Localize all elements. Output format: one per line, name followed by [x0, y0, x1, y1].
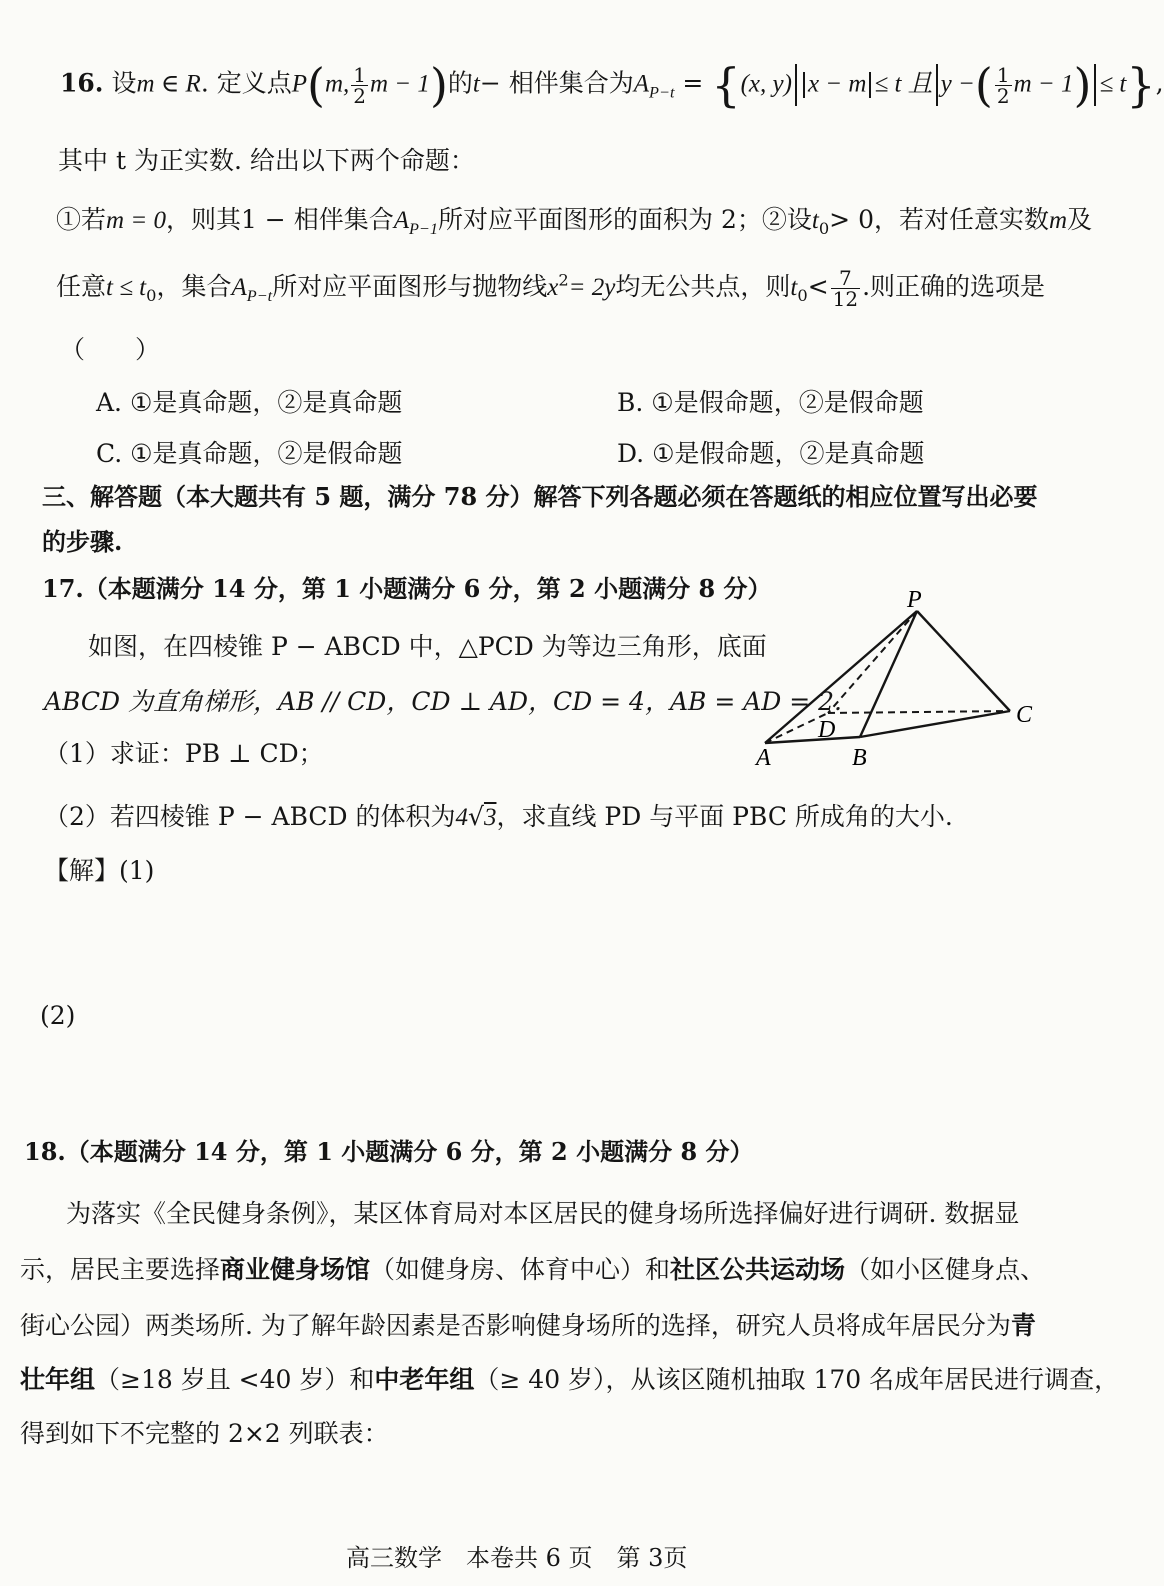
q18-line4-a: （≥18 岁且 <40 岁）和	[95, 1365, 375, 1394]
label-d: D	[818, 717, 836, 743]
q16-intro-c: 的	[447, 68, 473, 98]
q16-option-text: ①是假命题，②是假命题	[651, 388, 924, 417]
q18-line4-b: （≥ 40 岁），从该区随机抽取 170 名成年居民进行调查，	[474, 1365, 1120, 1394]
q17-part2-b: ，求直线 PD 与平面 PBC 所成角的大小.	[496, 802, 953, 831]
q16-brace-close: }	[1126, 58, 1156, 112]
q16-line4-eq: = 2y	[568, 274, 616, 301]
q16-line4-lt: <	[807, 272, 829, 301]
q16-t: t	[472, 70, 480, 98]
q16-line3-set: A	[393, 207, 409, 234]
q16-line3-e: 及	[1067, 205, 1093, 234]
edge-bc	[860, 711, 1010, 737]
q16-set-le-t-and: ≤ t 且	[874, 70, 933, 98]
q16-set-xy: (x, y)	[740, 70, 792, 98]
q17-solution: 【解】(1)	[44, 856, 155, 885]
q16-line2: 其中 t 为正实数. 给出以下两个命题：	[58, 146, 475, 175]
q16-line3-c: 所对应平面图形的面积为 2；②设	[438, 205, 812, 234]
q17-line2: ABCD 为直角梯形，AB // CD，CD ⊥ AD，CD = 4，AB = AD = 2.	[44, 687, 842, 716]
q16-set-frac-den: 2	[996, 83, 1010, 108]
q18-line3	[20, 1310, 1036, 1341]
q16-set-eq: =	[682, 68, 704, 98]
q18-line3-a: 街心公园）两类场所. 为了解年龄因素是否影响健身场所的选择，研究人员将成年居民分为	[20, 1311, 1011, 1340]
q16-line4-set: A	[231, 274, 247, 301]
q16-intro-d: − 相伴集合为	[479, 68, 634, 98]
edge-pc	[917, 611, 1010, 711]
q16-set-m-minus-1: m − 1	[1013, 70, 1074, 98]
q16-point-m: m,	[324, 70, 350, 98]
q17-part2-a: （2）若四棱锥 P − ABCD 的体积为	[44, 802, 456, 831]
q16-set-tail: ,	[1155, 68, 1164, 98]
q16-intro-b: . 定义点	[200, 68, 292, 98]
q16-set-le-t: ≤ t	[1099, 70, 1127, 98]
q16-option-text: ①是假命题，②是真命题	[652, 439, 925, 468]
q16-line3-m: m	[1048, 207, 1068, 234]
q17-part1: （1）求证：PB ⊥ CD；	[44, 739, 324, 768]
q18-commercial-gym: 商业健身场馆	[220, 1255, 371, 1284]
q16-point-p: P	[291, 70, 307, 98]
q16-line4-sup: 2	[558, 270, 569, 290]
q17-part2	[44, 801, 953, 833]
q16-line4-frac	[831, 268, 860, 309]
q16-set-y-minus: y −	[940, 70, 975, 98]
q16-line3	[56, 204, 1092, 239]
q16-option-d[interactable]	[617, 438, 924, 469]
q16-set-frac	[995, 62, 1012, 108]
sqrt-icon: √	[468, 802, 484, 831]
label-p: P	[907, 587, 922, 613]
q16-line3-sub: P−1	[408, 220, 439, 238]
q16-line4-t0: t	[790, 274, 798, 301]
pyramid-edges	[765, 611, 1010, 743]
q16-intro-a: 设	[111, 68, 137, 98]
q16-number: 16.	[60, 68, 104, 98]
q16-paren-close: )	[429, 58, 448, 112]
q16-bar	[936, 64, 938, 106]
q17-header: 17.（本题满分 14 分，第 1 小题满分 6 分，第 2 小题满分 8 分）	[42, 574, 772, 603]
q18-line1: 为落实《全民健身条例》，某区体育局对本区居民的健身场所选择偏好进行调研. 数据显	[66, 1199, 1020, 1228]
q18-elder-group: 中老年组	[374, 1365, 475, 1394]
q16-set-cond1: x − m	[807, 70, 867, 98]
q16-line4-sub: P−t	[246, 287, 273, 305]
q16-line3-d: > 0，若对任意实数	[829, 205, 1049, 234]
q18-line2-c: （如小区健身点、	[845, 1255, 1046, 1284]
q18-line2-b: （如健身房、体育中心）和	[370, 1255, 671, 1284]
q16-point-frac-num: 1	[353, 62, 366, 87]
q17-volume-root: 3	[483, 804, 497, 831]
q16-option-text: ①是真命题，②是假命题	[130, 439, 403, 468]
q16-option-c[interactable]	[96, 438, 403, 469]
q16-line4-d: 均无公共点，则	[615, 272, 791, 301]
section3-heading-cont: 的步骤.	[42, 527, 123, 556]
label-b: B	[852, 745, 867, 771]
edge-pa	[765, 611, 917, 743]
q18-community-field: 社区公共运动场	[670, 1255, 846, 1284]
q18-line2	[20, 1254, 1045, 1285]
q16-point-frac	[351, 62, 368, 108]
q16-paren-open2: (	[974, 58, 993, 112]
q16-line4-b: ，集合	[156, 272, 232, 301]
q16-bar	[869, 72, 871, 98]
q17-volume-coef: 4	[455, 804, 469, 831]
q16-set-sub: P−t	[649, 83, 675, 102]
q16-option-label: D.	[617, 439, 645, 468]
q16-point-frac-den: 2	[353, 83, 366, 108]
q16-set-name: A	[633, 70, 650, 98]
edge-pd	[828, 611, 917, 713]
q16-option-label: C.	[96, 439, 123, 468]
pyramid-figure	[740, 585, 1060, 775]
q16-option-b[interactable]	[617, 387, 924, 418]
q16-bar	[803, 72, 805, 98]
q16-m-in-r: m ∈ R	[136, 70, 201, 98]
q16-line3-t0-sub: 0	[818, 219, 830, 238]
q16-brace-open: {	[711, 58, 741, 112]
q17-solution-part2: (2)	[40, 1001, 76, 1030]
q18-header: 18.（本题满分 14 分，第 1 小题满分 6 分，第 2 小题满分 8 分）	[24, 1137, 754, 1166]
edge-pb	[860, 611, 917, 737]
page-footer: 高三数学 本卷共 6 页 第 3页	[346, 1544, 688, 1572]
q16-line4-t: t ≤ t	[106, 274, 147, 301]
q16-line3-b: ，则其1 − 相伴集合	[165, 205, 394, 234]
section3-heading: 三、解答题（本大题共有 5 题，满分 78 分）解答下列各题必须在答题纸的相应位置写出必要	[42, 482, 1038, 511]
q16-option-label: A.	[96, 388, 123, 417]
q17-line1: 如图，在四棱锥 P − ABCD 中，△PCD 为等边三角形，底面	[88, 632, 767, 661]
label-a: A	[756, 745, 771, 771]
q16-option-label: B.	[617, 388, 644, 417]
q16-line4-t-sub: 0	[146, 286, 157, 305]
label-c: C	[1016, 702, 1033, 728]
q16-line4-a: 任意	[56, 272, 107, 301]
q16-set-frac-num: 1	[996, 62, 1010, 87]
q16-line4-e: .则正确的选项是	[862, 272, 1046, 301]
q16-line1	[60, 58, 1164, 112]
q16-paren-close2: )	[1073, 58, 1092, 112]
q16-option-text: ①是真命题，②是真命题	[129, 388, 403, 417]
q16-line3-t0: t	[811, 207, 819, 234]
q16-line3-m0: m = 0	[106, 207, 166, 234]
q18-young-group: 壮年组	[20, 1365, 96, 1394]
q18-line2-a: 示，居民主要选择	[20, 1255, 221, 1284]
q16-option-a[interactable]	[96, 387, 402, 418]
q16-paren-open: (	[307, 58, 325, 112]
q18-line5: 得到如下不完整的 2×2 列联表：	[20, 1419, 389, 1448]
edge-ab	[765, 737, 860, 743]
q16-line4-x2: x	[547, 274, 559, 301]
q16-point-m-minus-1: m − 1	[370, 70, 430, 98]
q18-line4	[20, 1364, 1119, 1395]
q16-line4	[56, 268, 1045, 309]
q16-line4-c: 所对应平面图形与抛物线	[272, 272, 548, 301]
q16-bar	[1094, 64, 1096, 106]
q16-line4-frac-num: 7	[831, 268, 860, 289]
q16-paren: （ ）	[60, 335, 161, 364]
edge-dc	[828, 711, 1010, 713]
q16-line3-a: ①若	[56, 205, 107, 234]
q16-bar	[795, 64, 797, 106]
q16-line4-t0-sub: 0	[797, 286, 808, 305]
q16-line4-frac-den: 12	[832, 287, 859, 311]
q18-young-group-start: 青	[1010, 1311, 1036, 1340]
